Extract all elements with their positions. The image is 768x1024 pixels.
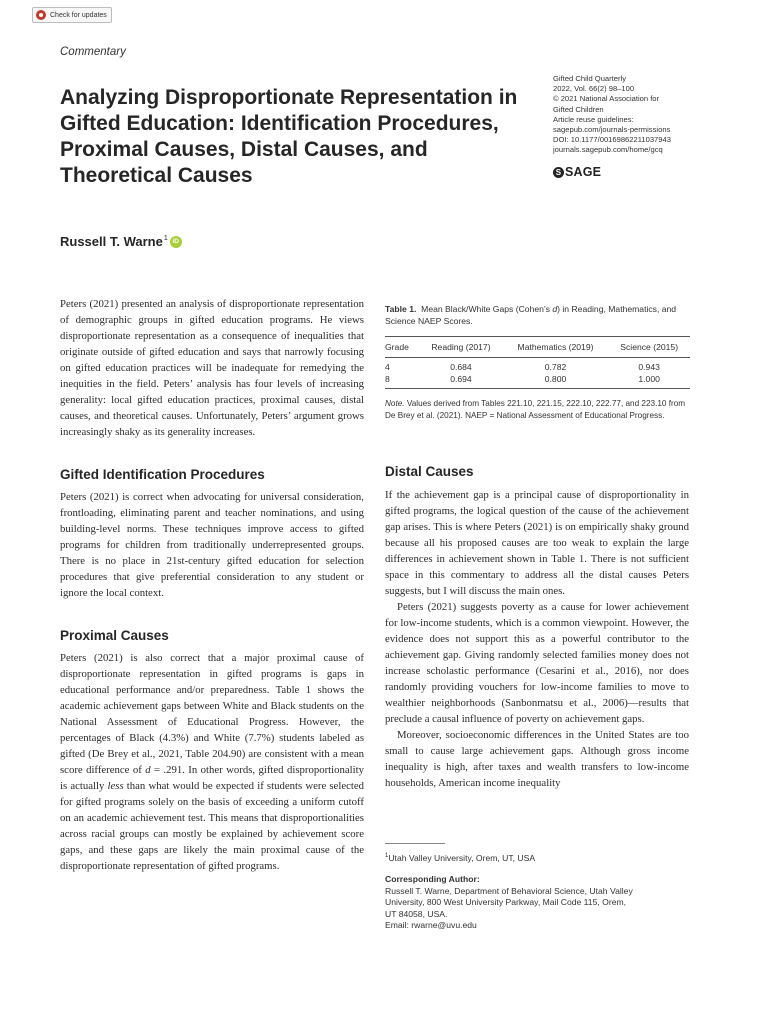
proximal-d-symbol: d [145,764,151,776]
table-note-label: Note. [385,399,405,408]
table-header-cell: Science (2015) [608,337,690,358]
proximal-text-3: than what would be expected if students were selected for gifted programs solely on the basis of exceeding a uniform cutoff on an academic achievement test. This means that disproportionalities across racial groups can mostly be explained by achievement score gaps, and these gaps are likely the main proximal cause of the disproportionate representation of gifted programs. [60,780,364,872]
distal-paragraph-2: Peters (2021) suggests poverty as a cause for lower achievement for low-income students, which is a common viewpoint. However, the evidence does not support this as a powerful contributor to the achievement gap. Giving randomly selected families money does not increase scholastic performance (Cesarini et al., 2016), nor does randomly providing vouchers for low-income families to move to wealthier neighborhoods (Sanbonmatsu et al., 2006)—results that preclude a causal influence of poverty on achievement gaps. [385,601,689,725]
proximal-paragraph [60,650,364,874]
journal-name: Gifted Child Quarterly [553,74,627,83]
affiliation-mark: 1 [385,853,389,860]
author-name: Russell T. Warne [60,234,163,249]
permissions-link[interactable]: sagepub.com/journals-permissions [553,125,671,135]
section-label: Commentary [60,46,126,58]
table-cell: 1.000 [608,373,690,389]
corresponding-author [385,874,685,932]
distal-paragraph-1: If the achievement gap is a principal cause of disproportionality in gifted programs, the logical question of the cause of the achievement gap arises. This is where Peters (2021) is on empirically shaky ground because all his proposed causes are too weak to explain the large differences in achievement shown in Table 1. There is not sufficient space in this commentary to address all the distal causes Peters suggests, but I will discuss the main ones. [385,489,689,597]
sage-logo [553,165,601,179]
proximal-less-emphasis: less [107,780,124,792]
corresponding-line: UT 84058, USA. [385,908,448,919]
footnote-divider [385,843,445,844]
table-caption-text-1: Mean Black/White Gaps (Cohen’s [421,304,553,314]
achievement-gap-table [385,336,690,389]
table-cell: 0.684 [450,362,472,372]
table-header-cell: Grade [385,337,419,358]
check-for-updates-button[interactable] [32,7,112,23]
heading-proximal: Proximal Causes [60,628,169,643]
article-title: Analyzing Disproportionate Representation in Gifted Education: Identification Procedures, Proximal Causes, Distal Causes, and Theoretical Causes [60,86,518,187]
table-caption [385,303,690,327]
identification-paragraph: Peters (2021) is correct when advocating for universal consideration, frontloading, eliminating parent and teacher nominations, and using building-level norms. These techniques improve access to gifted programs for children from traditionally underrepresented groups. There is no place in 21st-century gifted education for selection procedures that give preferential consideration to any student or ignore the local context. [60,491,364,599]
update-icon [36,10,46,20]
sage-logo-text: SAGE [565,165,602,179]
proximal-text-2: = .291. In other words, gifted disproportionality is actually [60,764,364,792]
copyright-line: © 2021 National Association for [553,94,660,104]
table-label: Table 1. [385,304,417,314]
table-note [385,398,690,421]
table-1-block [385,303,690,421]
distal-paragraph-3: Moreover, socioeconomic differences in the United States are too small to cause large achievement gaps. Although gross income inequality is high, after taxes and wealth transfers to low-income households, American income inequality [385,729,689,789]
corresponding-email[interactable]: Email: rwarne@uvu.edu [385,920,477,931]
heading-identification: Gifted Identification Procedures [60,467,265,482]
reuse-label: Article reuse guidelines: [553,114,634,124]
left-column [60,296,364,874]
table-cell: 8 [385,373,419,389]
table-header-row [385,337,690,358]
copyright-holder: Gifted Children [553,104,604,114]
intro-paragraph: Peters (2021) presented an analysis of disproportionate representation of demographic groups in gifted education programs. He views disproportionate representation as a consequence of inequalities that originate outside of gifted education and says that narrowly focusing on gifted education practices will be inadequate for remedying the inequities in the field. Peters’ analysis has four levels of increasing generality: local gifted education practices, proximal causes, distal causes, and theoretical causes. Unfortunately, Peters’ argument grows increasingly shaky as its generality increases. [60,298,364,438]
table-cell: 4 [385,362,390,372]
right-column [385,464,689,791]
proximal-text-1: Peters (2021) is also correct that a major proximal cause of disproportionate representation in gifted programs is gaps in educational performance and/or preparedness. Table 1 shows the academic achievement gaps between White and Black students on the National Assessment of Educational Progress. However, the percentages of Black (4.3%) and White (7.7%) students labeled as gifted (De Brey et al., 2021, Table 204.90) are consistent with a mean score difference of [60,652,364,776]
check-for-updates-label: Check for updates [50,11,107,19]
journal-homepage-link[interactable]: journals.sagepub.com/home/gcq [553,145,663,155]
sage-mark-icon: S [553,167,564,178]
table-cell: 0.800 [503,373,609,389]
table-cell: 0.782 [544,362,567,372]
table-header-cell: Reading (2017) [419,337,503,358]
corresponding-heading: Corresponding Author: [385,874,480,884]
journal-meta [553,74,713,156]
table-caption-d: d [552,304,558,314]
table-cell: 0.694 [419,373,503,389]
affiliation-footnote [385,853,535,863]
table-header-cell: Mathematics (2019) [503,337,609,358]
orcid-icon[interactable]: iD [170,236,182,248]
affiliation-text: Utah Valley University, Orem, UT, USA [388,853,536,863]
author-affiliation-mark: 1 [163,235,168,242]
table-row [385,373,690,389]
corresponding-line: Russell T. Warne, Department of Behavioral Science, Utah Valley [385,885,633,896]
doi-link[interactable]: DOI: 10.1177/00169862211037943 [553,135,671,145]
table-row [385,358,690,374]
table-note-text: Values derived from Tables 221.10, 221.15, 222.10, 222.77, and 223.10 from De Brey et al. (2021). NAEP = National Assessment of Educational Progress. [385,399,686,420]
heading-distal: Distal Causes [385,464,474,479]
journal-volume: 2022, Vol. 66(2) 98–100 [553,84,635,94]
author-line [60,234,182,249]
table-cell: 0.943 [638,362,660,372]
table-caption-text-2: ) in Reading, Mathematics, and Science NAEP Scores. [385,304,677,326]
corresponding-line: University, 800 West University Parkway, Mail Code 115, Orem, [385,897,627,908]
